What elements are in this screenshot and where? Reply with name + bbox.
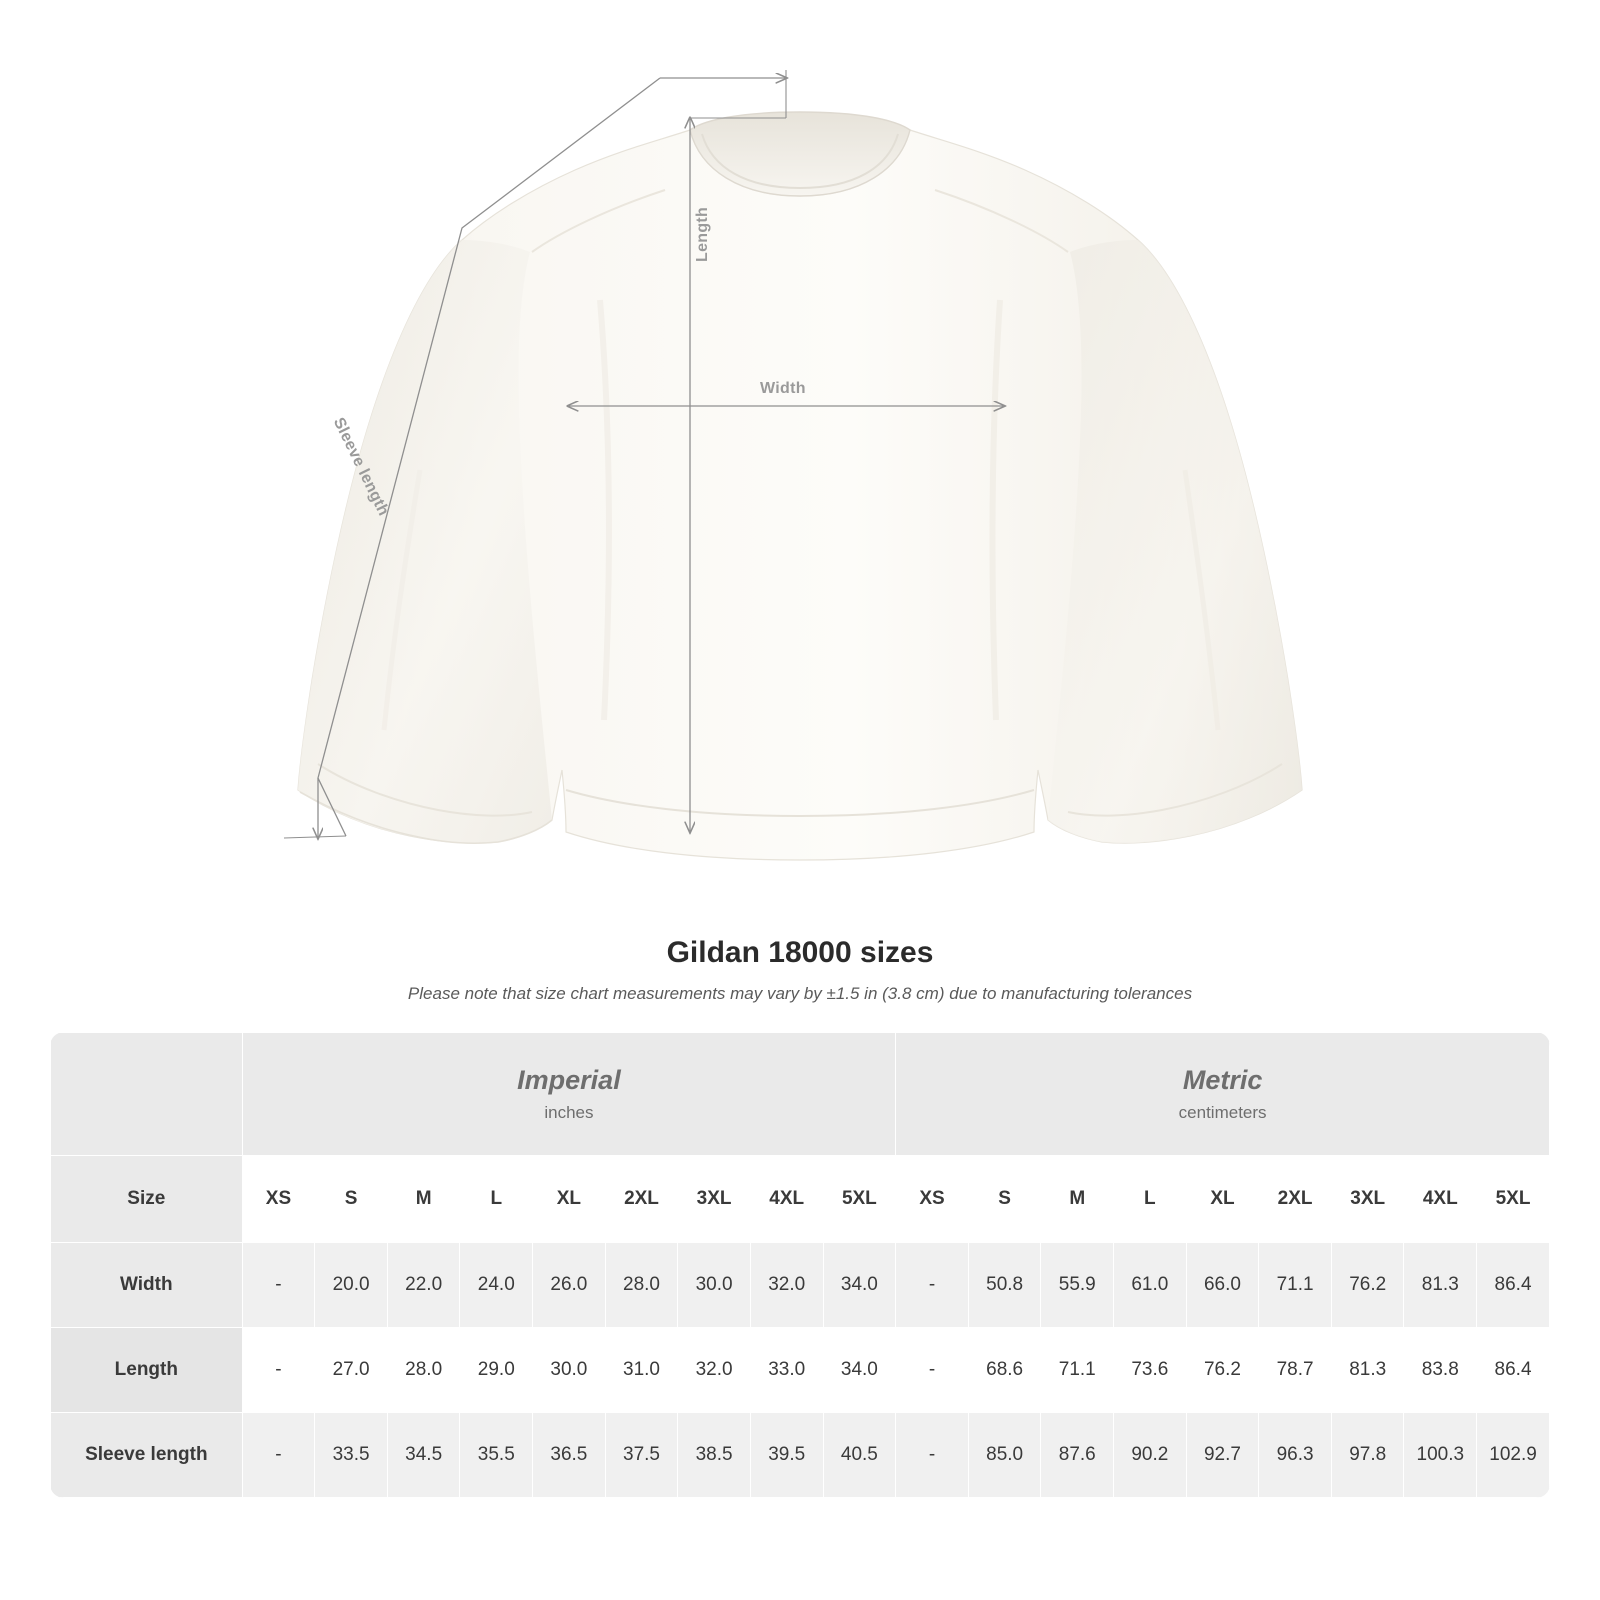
cell-width-imperial-xs: - [242,1243,315,1328]
system-metric-name: Metric [1182,1065,1263,1096]
system-imperial-name: Imperial [517,1065,621,1096]
cell-sleeve-metric-m: 87.6 [1041,1413,1114,1498]
sleeve-length-dimension-label: Sleeve length [329,415,392,519]
measurement-system-row [51,1033,1550,1156]
cell-length-metric-3xl: 81.3 [1331,1328,1404,1413]
cell-length-metric-s: 68.6 [968,1328,1041,1413]
cell-sleeve-metric-l: 90.2 [1114,1413,1187,1498]
size-header-imperial-2xl: 2XL [605,1156,678,1243]
cell-length-imperial-5xl: 34.0 [823,1328,896,1413]
cell-sleeve-imperial-3xl: 38.5 [678,1413,751,1498]
width-dimension-label: Width [760,380,806,397]
cell-length-imperial-2xl: 31.0 [605,1328,678,1413]
cell-sleeve-imperial-m: 34.5 [387,1413,460,1498]
cell-width-metric-xl: 66.0 [1186,1243,1259,1328]
cell-length-imperial-3xl: 32.0 [678,1328,751,1413]
row-label-width: Width [51,1243,243,1328]
size-header-imperial-xs: XS [242,1156,315,1243]
size-header-imperial-xl: XL [533,1156,606,1243]
cell-length-metric-5xl: 86.4 [1477,1328,1550,1413]
cell-width-metric-3xl: 76.2 [1331,1243,1404,1328]
size-header-imperial-l: L [460,1156,533,1243]
cell-length-metric-4xl: 83.8 [1404,1328,1477,1413]
cell-sleeve-imperial-s: 33.5 [315,1413,388,1498]
size-header-metric-xl: XL [1186,1156,1259,1243]
size-header-metric-xs: XS [896,1156,969,1243]
cell-width-metric-xs: - [896,1243,969,1328]
cell-width-imperial-2xl: 28.0 [605,1243,678,1328]
size-header-metric-l: L [1114,1156,1187,1243]
cell-sleeve-imperial-5xl: 40.5 [823,1413,896,1498]
size-table-container [50,1032,1550,1498]
table-row [51,1328,1550,1413]
system-metric-unit: centimeters [1178,1102,1267,1122]
cell-length-imperial-m: 28.0 [387,1328,460,1413]
cell-width-imperial-4xl: 32.0 [750,1243,823,1328]
cell-sleeve-metric-xl: 92.7 [1186,1413,1259,1498]
cell-sleeve-metric-xs: - [896,1413,969,1498]
cell-sleeve-metric-5xl: 102.9 [1477,1413,1550,1498]
cell-width-imperial-xl: 26.0 [533,1243,606,1328]
sweatshirt-shape [298,112,1302,860]
cell-length-imperial-4xl: 33.0 [750,1328,823,1413]
size-header-metric-s: S [968,1156,1041,1243]
chart-heading-block [0,936,1600,1004]
size-table [50,1032,1550,1498]
size-header-metric-m: M [1041,1156,1114,1243]
cell-sleeve-imperial-4xl: 39.5 [750,1413,823,1498]
cell-width-metric-s: 50.8 [968,1243,1041,1328]
cell-sleeve-imperial-l: 35.5 [460,1413,533,1498]
cell-sleeve-metric-2xl: 96.3 [1259,1413,1332,1498]
cell-width-metric-l: 61.0 [1114,1243,1187,1328]
cell-length-metric-xs: - [896,1328,969,1413]
cell-sleeve-metric-3xl: 97.8 [1331,1413,1404,1498]
cell-length-metric-xl: 76.2 [1186,1328,1259,1413]
cell-width-metric-2xl: 71.1 [1259,1243,1332,1328]
cell-sleeve-imperial-xs: - [242,1413,315,1498]
cell-width-imperial-3xl: 30.0 [678,1243,751,1328]
size-header-imperial-4xl: 4XL [750,1156,823,1243]
size-header-metric-3xl: 3XL [1331,1156,1404,1243]
cell-length-imperial-xs: - [242,1328,315,1413]
size-header-label: Size [51,1156,243,1243]
cell-length-metric-m: 71.1 [1041,1328,1114,1413]
size-header-imperial-s: S [315,1156,388,1243]
cell-sleeve-imperial-xl: 36.5 [533,1413,606,1498]
row-label-sleeve-length: Sleeve length [51,1413,243,1498]
row-label-length: Length [51,1328,243,1413]
system-imperial-cell [242,1033,896,1156]
table-row [51,1413,1550,1498]
cell-width-metric-5xl: 86.4 [1477,1243,1550,1328]
cell-length-imperial-xl: 30.0 [533,1328,606,1413]
cell-width-imperial-5xl: 34.0 [823,1243,896,1328]
tolerance-note: Please note that size chart measurements may vary by ±1.5 in (3.8 cm) due to manufacturing tolerances [407,984,1193,1003]
size-header-metric-4xl: 4XL [1404,1156,1477,1243]
cell-length-metric-2xl: 78.7 [1259,1328,1332,1413]
cell-width-imperial-s: 20.0 [315,1243,388,1328]
cell-length-metric-l: 73.6 [1114,1328,1187,1413]
cell-width-imperial-l: 24.0 [460,1243,533,1328]
length-dimension-label: Length [694,206,711,262]
cell-sleeve-metric-4xl: 100.3 [1404,1413,1477,1498]
page-title: Gildan 18000 sizes [666,936,934,969]
size-header-metric-5xl: 5XL [1477,1156,1550,1243]
size-header-imperial-m: M [387,1156,460,1243]
size-header-imperial-5xl: 5XL [823,1156,896,1243]
system-metric-cell [896,1033,1550,1156]
cell-sleeve-imperial-2xl: 37.5 [605,1413,678,1498]
cell-length-imperial-s: 27.0 [315,1328,388,1413]
cell-width-metric-4xl: 81.3 [1404,1243,1477,1328]
size-header-row [51,1156,1550,1243]
cell-width-metric-m: 55.9 [1041,1243,1114,1328]
cell-width-imperial-m: 22.0 [387,1243,460,1328]
table-row [51,1243,1550,1328]
system-imperial-unit: inches [544,1102,594,1122]
system-spacer-cell [51,1033,243,1156]
cell-sleeve-metric-s: 85.0 [968,1413,1041,1498]
size-header-imperial-3xl: 3XL [678,1156,751,1243]
size-header-metric-2xl: 2XL [1259,1156,1332,1243]
cell-length-imperial-l: 29.0 [460,1328,533,1413]
